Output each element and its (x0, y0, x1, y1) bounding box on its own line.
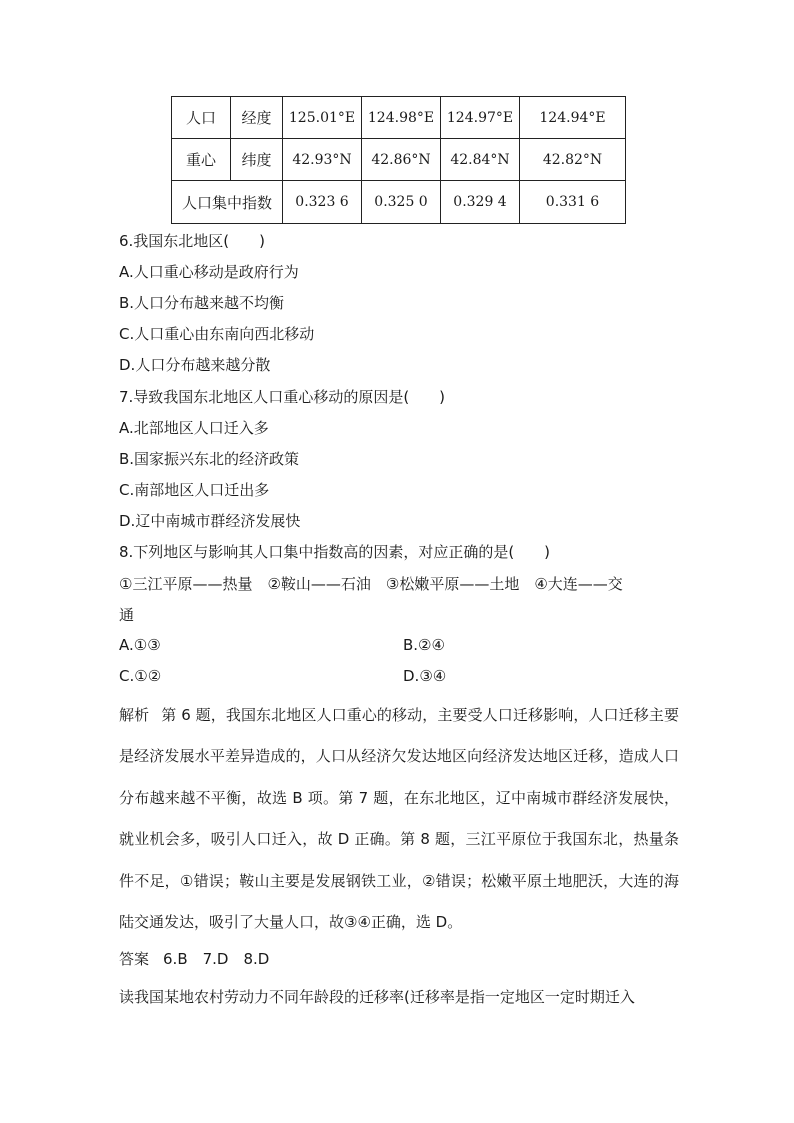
question-8-option-b: B.②④ (403, 636, 445, 654)
table-cell: 0.329 4 (441, 181, 520, 224)
table-cell: 124.97°E (441, 97, 520, 139)
analysis-text: 第 6 题，我国东北地区人口重心的移动，主要受人口迁移影响，人口迁移主要是经济发展水平差异造成的，人口从经济欠发达地区向经济发达地区迁移，造成人口分布越来越不平衡，故选 B 项。第 7 题，在东北地区，辽中南城市群经济发展快，就业机会多，吸引人口迁入，故 D 正确。第 8 题，三江平原位于我国东北，热量条件不足，①错误；鞍山主要是发展钢铁工业，②错误；松嫩平原土地肥沃，大连的海陆交通发达，吸引了大量人口，故③④正确，选 D。 (119, 706, 679, 932)
table-cell: 42.86°N (362, 139, 441, 181)
table-cell: 0.325 0 (362, 181, 441, 224)
table-row-header-center: 重心 (172, 139, 231, 181)
table-cell: 42.82°N (520, 139, 626, 181)
question-6-option-b: B.人口分布越来越不均衡 (119, 294, 285, 312)
table-row-header-population: 人口 (172, 97, 231, 139)
table-cell: 124.94°E (520, 97, 626, 139)
question-7-option-d: D.辽中南城市群经济发展快 (119, 512, 301, 530)
table-cell: 42.84°N (441, 139, 520, 181)
question-6-option-a: A.人口重心移动是政府行为 (119, 263, 299, 281)
question-8-items: ①三江平原——热量 ②鞍山——石油 ③松嫩平原——土地 ④大连——交 (119, 575, 623, 593)
answer-label: 答案 (119, 950, 150, 968)
table-label-index: 人口集中指数 (172, 181, 283, 224)
question-7-option-b: B.国家振兴东北的经济政策 (119, 450, 300, 468)
answer-line (119, 948, 269, 969)
question-8-stem: 8.下列地区与影响其人口集中指数高的因素，对应正确的是( ) (119, 543, 551, 561)
question-7-option-a: A.北部地区人口迁入多 (119, 419, 269, 437)
table-cell: 42.93°N (283, 139, 362, 181)
table-label-latitude: 纬度 (231, 139, 283, 181)
analysis-label: 解析 (119, 706, 150, 724)
question-6-option-d: D.人口分布越来越分散 (119, 356, 271, 374)
question-7-option-c: C.南部地区人口迁出多 (119, 481, 270, 499)
question-6-stem: 6.我国东北地区( ) (119, 232, 266, 250)
analysis-paragraph (119, 695, 679, 943)
question-8-option-d: D.③④ (403, 667, 447, 685)
next-question-text: 读我国某地农村劳动力不同年龄段的迁移率(迁移率是指一定地区一定时期迁入 (119, 988, 635, 1006)
table-cell: 124.98°E (362, 97, 441, 139)
question-8-items-continued: 通 (119, 606, 135, 624)
table-label-longitude: 经度 (231, 97, 283, 139)
question-6-option-c: C.人口重心由东南向西北移动 (119, 325, 315, 343)
question-8-option-a: A.①③ (119, 636, 161, 654)
population-center-table (171, 96, 626, 224)
table-cell: 0.331 6 (520, 181, 626, 224)
question-7-stem: 7.导致我国东北地区人口重心移动的原因是( ) (119, 388, 446, 406)
question-8-option-c: C.①② (119, 667, 162, 685)
answer-text: 6.B 7.D 8.D (163, 950, 270, 968)
table-cell: 0.323 6 (283, 181, 362, 224)
table-cell: 125.01°E (283, 97, 362, 139)
